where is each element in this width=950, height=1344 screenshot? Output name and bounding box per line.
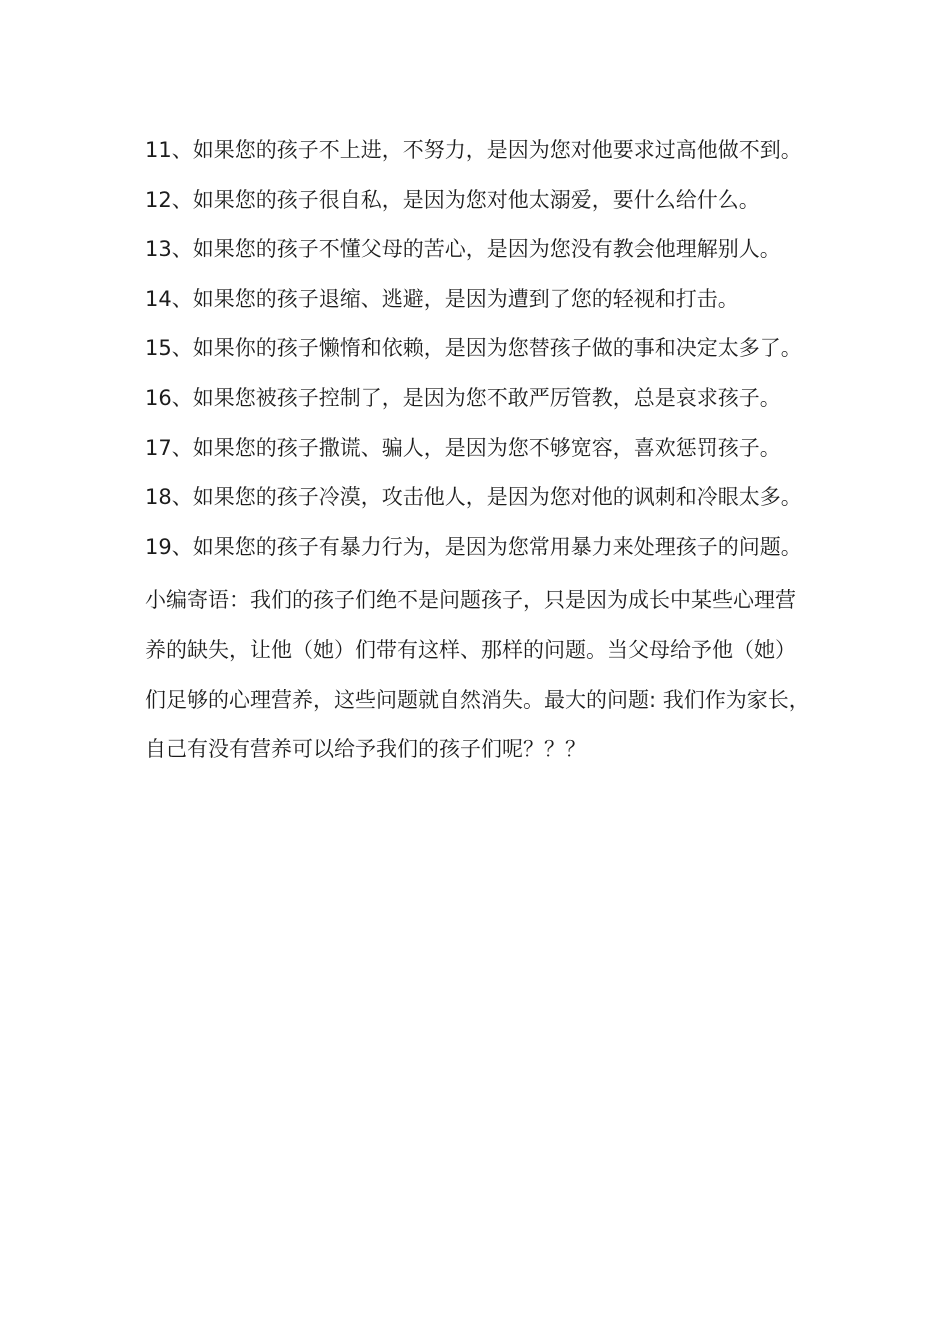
list-item: 11、如果您的孩子不上进，不努力，是因为您对他要求过高他做不到。 <box>145 138 802 162</box>
editor-note-paragraph: 小编寄语：我们的孩子们绝不是问题孩子，只是因为成长中某些心理营养的缺失，让他（她）们带有这样、那样的问题。当父母给予他（她）们足够的心理营养，这些问题就自然消失。最大的问题: 我们作为家长，自己有没有营养可以给予我们的孩子们呢？？？ <box>145 588 810 762</box>
list-item: 12、如果您的孩子很自私，是因为您对他太溺爱，要什么给什么。 <box>145 187 760 212</box>
document-body <box>145 128 813 775</box>
list-item: 17、如果您的孩子撒谎、骗人，是因为您不够宽容，喜欢惩罚孩子。 <box>145 435 781 460</box>
list-item: 16、如果您被孩子控制了，是因为您不敢严厉管教，总是哀求孩子。 <box>145 385 781 410</box>
list-item: 14、如果您的孩子退缩、逃避，是因为遭到了您的轻视和打击。 <box>145 286 739 311</box>
list-item: 18、如果您的孩子冷漠，攻击他人，是因为您对他的讽刺和冷眼太多。 <box>145 485 802 510</box>
list-item: 15、如果你的孩子懒惰和依赖，是因为您替孩子做的事和决定太多了。 <box>145 336 802 361</box>
list-item: 19、如果您的孩子有暴力行为，是因为您常用暴力来处理孩子的问题。 <box>145 534 802 559</box>
list-item: 13、如果您的孩子不懂父母的苦心，是因为您没有教会他理解别人。 <box>145 237 781 262</box>
